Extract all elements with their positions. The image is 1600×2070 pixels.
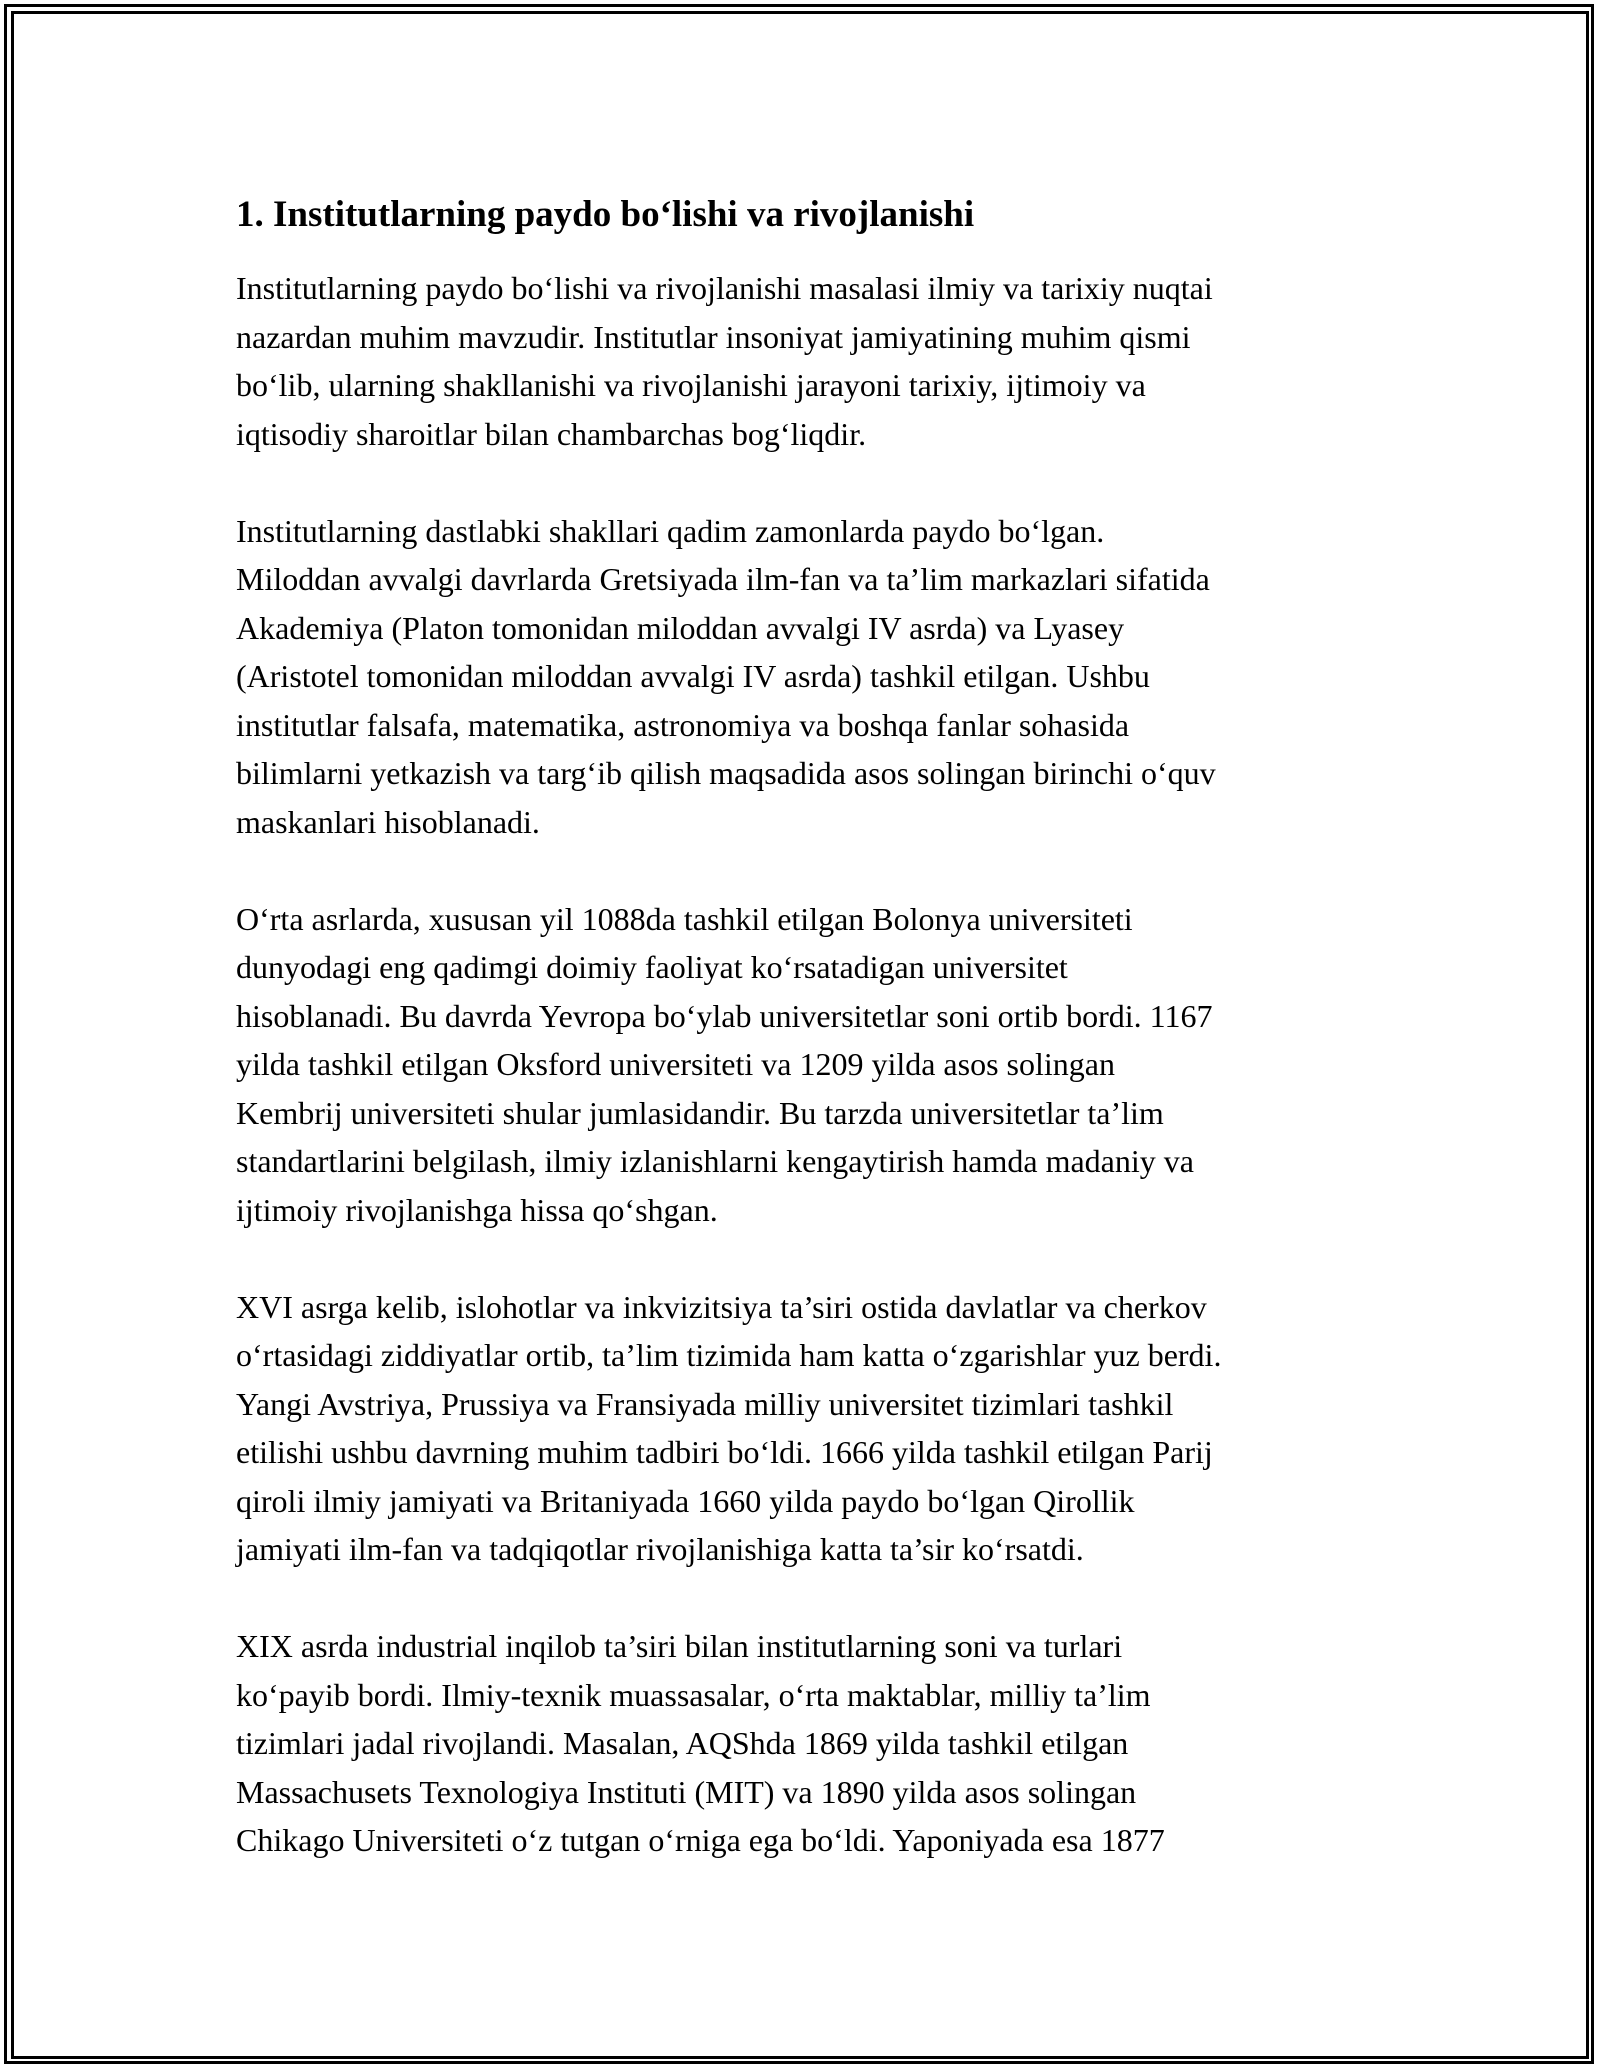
text-line: Institutlarning dastlabki shakllari qadim zamonlarda paydo bo‘lgan.: [236, 512, 1105, 549]
text-line: XIX asrda industrial inqilob ta’siri bilan institutlarning soni va turlari: [236, 1628, 1123, 1664]
text-line: etilishi ushbu davrning muhim tadbiri bo‘ldi. 1666 yilda tashkil etilgan Parij: [236, 1434, 1213, 1470]
text-line: yilda tashkil etilgan Oksford universiteti va 1209 yilda asos solingan: [236, 1046, 1115, 1082]
text-line: Yangi Avstriya, Prussiya va Fransiyada milliy universitet tizimlari tashkil: [236, 1385, 1174, 1422]
paragraph: [236, 264, 1376, 458]
text-line: standartlarini belgilash, ilmiy izlanishlarni kengaytirish hamda madaniy va: [236, 1143, 1194, 1179]
text-line: institutlar falsafa, matematika, astronomiya va boshqa fanlar sohasida: [236, 706, 1130, 743]
text-line: tizimlari jadal rivojlandi. Masalan, AQShda 1869 yilda tashkil etilgan: [236, 1725, 1129, 1761]
paragraph: [236, 895, 1376, 1235]
text-line: jamiyati ilm-fan va tadqiqotlar rivojlanishiga katta ta’sir ko‘rsatdi.: [236, 1531, 1084, 1567]
text-line: hisoblanadi. Bu davrda Yevropa bo‘ylab universitetlar soni ortib bordi. 1167: [236, 997, 1213, 1034]
text-line: bilimlarni yetkazish va targ‘ib qilish maqsadida asos solingan birinchi o‘quv: [236, 755, 1216, 791]
paragraph: [236, 507, 1376, 847]
text-line: o‘rtasidagi ziddiyatlar ortib, ta’lim tizimida ham katta o‘zgarishlar yuz berdi.: [236, 1337, 1222, 1373]
document-body: [236, 190, 1376, 1913]
paragraph: [236, 1622, 1376, 1865]
text-line: iqtisodiy sharoitlar bilan chambarchas bog‘liqdir.: [236, 415, 867, 452]
text-line: O‘rta asrlarda, xususan yil 1088da tashkil etilgan Bolonya universiteti: [236, 900, 1133, 937]
text-line: qiroli ilmiy jamiyati va Britaniyada 1660 yilda paydo bo‘lgan Qirollik: [236, 1482, 1135, 1519]
text-line: XVI asrga kelib, islohotlar va inkvizitsiya ta’siri ostida davlatlar va cherkov: [236, 1288, 1207, 1325]
text-line: Chikago Universiteti o‘z tutgan o‘rniga ega bo‘ldi. Yaponiyada esa 1877: [236, 1822, 1165, 1858]
text-line: Massachusets Texnologiya Instituti (MIT) va 1890 yilda asos solingan: [236, 1773, 1137, 1810]
text-line: (Aristotel tomonidan miloddan avvalgi IV asrda) tashkil etilgan. Ushbu: [236, 658, 1150, 694]
paragraph: [236, 1283, 1376, 1574]
text-line: nazardan muhim mavzudir. Institutlar insoniyat jamiyatining muhim qismi: [236, 318, 1191, 355]
text-line: ijtimoiy rivojlanishga hissa qo‘shgan.: [236, 1191, 718, 1228]
text-line: Kembrij universiteti shular jumlasidandir. Bu tarzda universitetlar ta’lim: [236, 1094, 1164, 1131]
text-line: maskanlari hisoblanadi.: [236, 803, 540, 840]
text-line: dunyodagi eng qadimgi doimiy faoliyat ko‘rsatadigan universitet: [236, 949, 1068, 985]
text-line: ko‘payib bordi. Ilmiy-texnik muassasalar, o‘rta maktablar, milliy ta’lim: [236, 1676, 1151, 1713]
text-line: bo‘lib, ularning shakllanishi va rivojlanishi jarayoni tarixiy, ijtimoiy va: [236, 367, 1146, 403]
text-line: Institutlarning paydo bo‘lishi va rivojlanishi masalasi ilmiy va tarixiy nuqtai: [236, 270, 1213, 306]
text-line: Miloddan avvalgi davrlarda Gretsiyada ilm-fan va ta’lim markazlari sifatida: [236, 561, 1210, 597]
section-heading: 1. Institutlarning paydo bo‘lishi va rivojlanishi: [236, 194, 975, 235]
text-line: Akademiya (Platon tomonidan miloddan avvalgi IV asrda) va Lyasey: [236, 609, 1125, 646]
